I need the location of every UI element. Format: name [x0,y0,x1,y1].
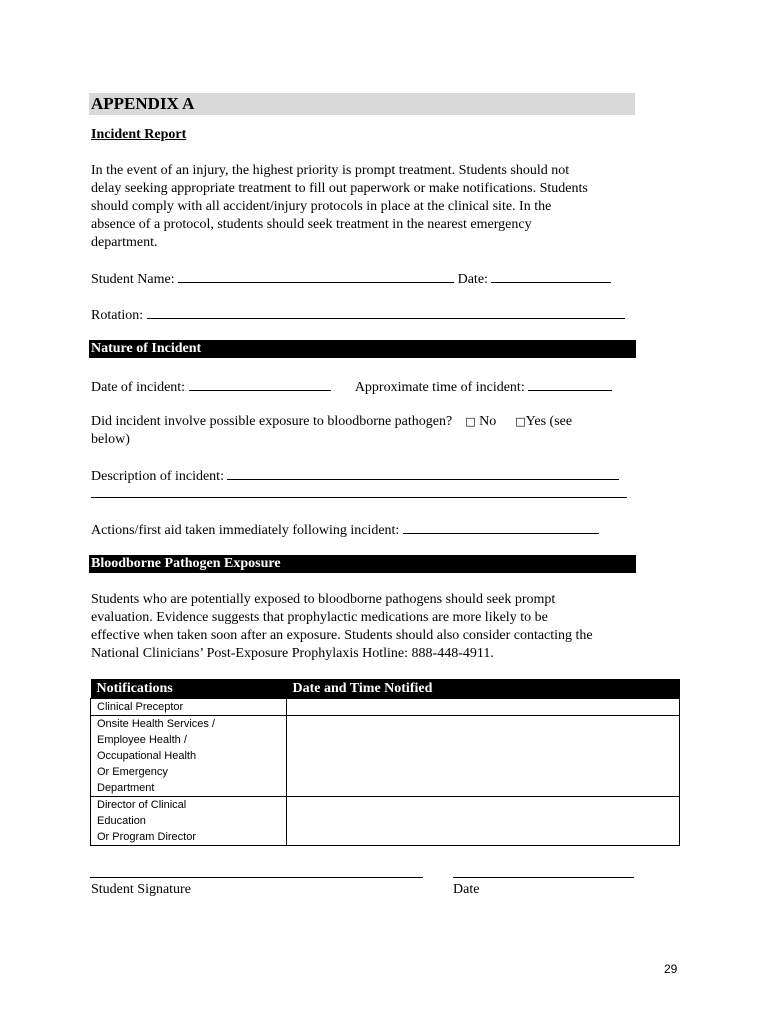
date-time-cell[interactable] [287,699,680,716]
student-signature-label: Student Signature [91,882,191,897]
table-row [91,797,680,846]
intro-line: delay seeking appropriate treatment to fill out paperwork or make notifications. Students [91,181,588,196]
checkbox-no-icon[interactable]: □ [465,415,476,428]
rotation-field[interactable] [147,305,625,319]
bloodborne-pathogen-header: Bloodborne Pathogen Exposure [89,555,636,573]
bbp-paragraph [91,591,641,663]
intro-line: absence of a protocol, students should seek treatment in the nearest emergency [91,217,532,232]
actions-row [91,520,599,540]
yes-label-continuation: below) [91,432,130,447]
description-field-line-2[interactable] [91,497,627,498]
actions-field[interactable] [403,520,599,534]
cell-line: Clinical Preceptor [97,701,184,713]
notifications-table [90,679,680,846]
notification-cell [91,716,287,797]
intro-line: In the event of an injury, the highest priority is prompt treatment. Students should not [91,163,570,178]
table-row [91,716,680,797]
approx-time-field[interactable] [528,377,612,391]
description-field[interactable] [227,466,619,480]
cell-line: Or Program Director [97,831,197,843]
date-of-incident-field[interactable] [189,377,331,391]
signature-date-label: Date [453,882,480,897]
cell-line: Employee Health / [97,734,187,746]
date-time-notified-column-header: Date and Time Notified [287,679,680,699]
date-of-incident-label: Date of incident: [91,380,186,395]
description-row [91,466,619,486]
rotation-label: Rotation: [91,308,144,323]
signature-date-line[interactable] [453,877,634,878]
actions-label: Actions/first aid taken immediately following incident: [91,523,400,538]
yes-label: Yes (see [525,414,573,429]
student-name-row [91,269,611,289]
date-label: Date: [457,272,488,287]
exposure-question-row [91,413,572,431]
date-time-cell[interactable] [287,797,680,846]
exposure-question: Did incident involve possible exposure to bloodborne pathogen? [91,414,453,429]
cell-line: Or Emergency [97,766,168,778]
approx-time-label: Approximate time of incident: [354,380,525,395]
notification-cell [91,797,287,846]
cell-line: Director of Clinical [97,799,187,811]
intro-paragraph [91,162,641,252]
cell-line: Occupational Health [97,750,197,762]
appendix-title: APPENDIX A [89,93,635,115]
table-row [91,699,680,716]
bbp-line: evaluation. Evidence suggests that prophylactic medications are more likely to be [91,610,548,625]
student-signature-line[interactable] [90,877,423,878]
description-label: Description of incident: [91,469,224,484]
table-header-row [91,679,680,699]
no-label: No [479,414,497,429]
bbp-line: effective when taken soon after an exposure. Students should also consider contacting the [91,628,593,643]
page-number: 29 [664,962,678,976]
checkbox-yes-icon[interactable]: □ [515,415,526,428]
rotation-row [91,305,625,325]
incident-date-row [91,377,612,397]
intro-line: department. [91,235,158,250]
notification-cell [91,699,287,716]
date-time-cell[interactable] [287,716,680,797]
date-field[interactable] [491,269,611,283]
section-subtitle: Incident Report [91,127,187,142]
student-name-label: Student Name: [91,272,175,287]
notifications-column-header: Notifications [91,679,287,699]
bbp-line: National Clinicians’ Post-Exposure Prophylaxis Hotline: 888-448-4911. [91,646,494,661]
intro-line: should comply with all accident/injury protocols in place at the clinical site. In the [91,199,552,214]
nature-of-incident-header: Nature of Incident [89,340,636,358]
bbp-line: Students who are potentially exposed to bloodborne pathogens should seek prompt [91,592,556,607]
student-name-field[interactable] [178,269,454,283]
cell-line: Department [97,782,155,794]
cell-line: Education [97,815,146,827]
cell-line: Onsite Health Services / [97,718,215,730]
